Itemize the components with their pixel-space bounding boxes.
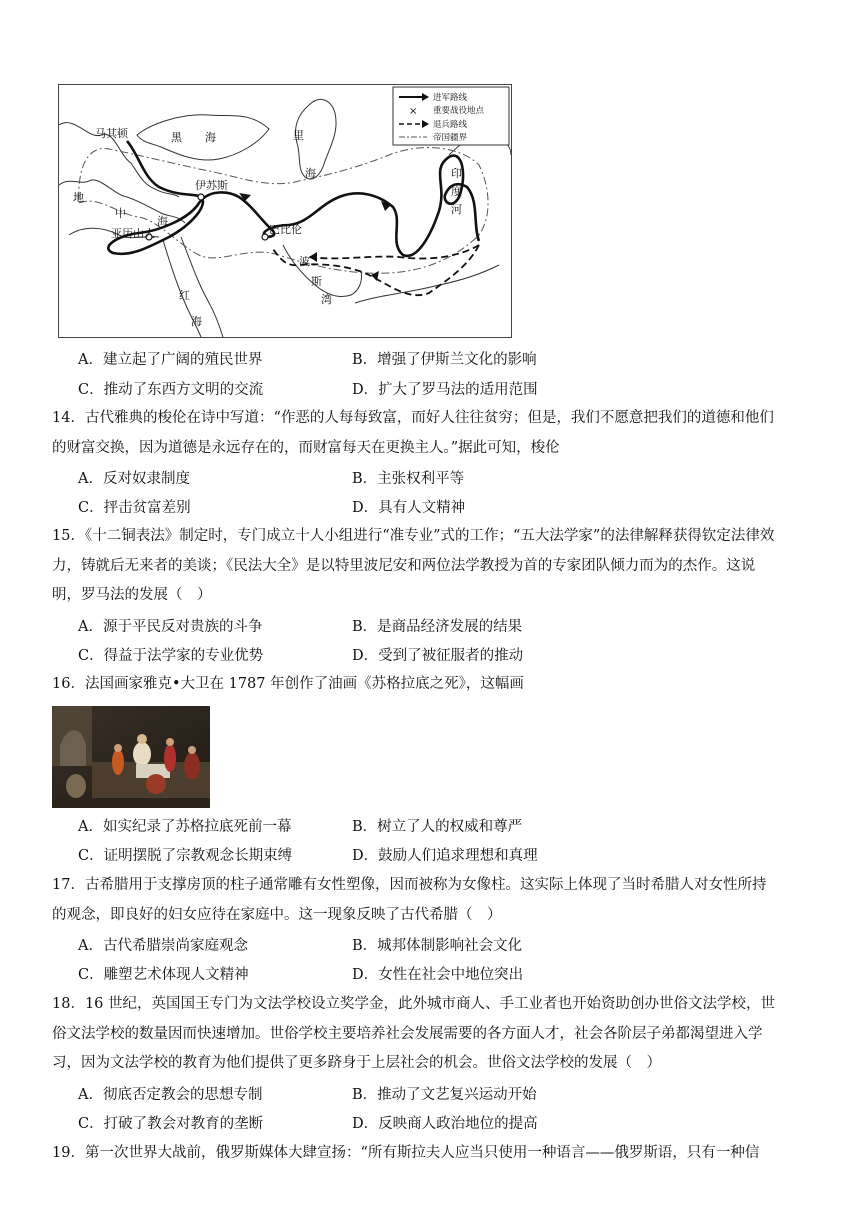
q15-stem-line: 力，铸就后无来者的美谈；《民法大全》是以特里波尼安和两位法学教授为首的专家团队倾力而为的杰作。这说 xyxy=(52,557,756,574)
q13-option-c[interactable]: C．推动了东西方文明的交流 xyxy=(78,382,264,398)
retreat-arrow xyxy=(309,252,317,262)
q18-stem-line: 习，因为文法学校的教育为他们提供了更多跻身于上层社会的机会。世俗文法学校的发展（ ） xyxy=(52,1055,661,1071)
legend-retreat: 退兵路线 xyxy=(433,120,468,130)
q17-options xyxy=(78,931,798,961)
q14-option-a[interactable]: A．反对奴隶制度 xyxy=(78,471,190,487)
q16-option-d[interactable]: D．鼓励人们追求理想和真理 xyxy=(352,848,538,864)
label-black-sea: 海 xyxy=(205,131,216,144)
q15-option-c[interactable]: C．得益于法学家的专业优势 xyxy=(78,648,264,664)
q17-options xyxy=(78,960,798,990)
q14-option-b[interactable]: B．主张权利平等 xyxy=(352,471,465,487)
q15-option-d[interactable]: D．受到了被征服者的推动 xyxy=(352,648,524,664)
q13-options xyxy=(78,345,798,375)
campaign-map xyxy=(58,84,512,338)
campaign-map-svg xyxy=(59,85,511,337)
q18-stem-line: 18．16 世纪，英国国王专门为文法学校设立奖学金，此外城市商人、手工业者也开始资助创办世俗文法学校，世 xyxy=(52,996,776,1012)
q18-option-d[interactable]: D．反映商人政治地位的提高 xyxy=(352,1116,538,1132)
q16-options xyxy=(78,841,798,871)
q15-options xyxy=(78,641,798,671)
label-red-sea: 红 xyxy=(179,289,190,302)
q17-option-b[interactable]: B．城邦体制影响社会文化 xyxy=(352,938,523,954)
death-of-socrates-painting xyxy=(52,706,210,808)
q14-option-c[interactable]: C．抨击贫富差别 xyxy=(78,500,191,516)
q15-option-b[interactable]: B．是商品经济发展的结果 xyxy=(352,619,523,635)
q15-stem-line: 15．《十二铜表法》制定时，专门成立十人小组进行“准专业”式的工作；“五大法学家”的法律解释获得钦定法律效 xyxy=(52,528,775,544)
label-alexandria: 亚历山大 xyxy=(111,227,155,240)
q17-stem-line: 17．古希腊用于支撑房顶的柱子通常雕有女性塑像，因而被称为女像柱。这实际上体现了当时希腊人对女性所持 xyxy=(52,877,767,893)
q18-stem xyxy=(52,990,812,1079)
q17-option-a[interactable]: A．古代希腊崇尚家庭观念 xyxy=(78,938,248,954)
q18-option-c[interactable]: C．打破了教会对教育的垄断 xyxy=(78,1116,264,1132)
label-babylon: 巴比伦 xyxy=(269,223,302,236)
legend-advance: 进军路线 xyxy=(433,93,468,103)
legend-battle-symbol: × xyxy=(409,106,418,117)
q17-option-c[interactable]: C．雕塑艺术体现人文精神 xyxy=(78,967,249,983)
q16-option-a[interactable]: A．如实纪录了苏格拉底死前一幕 xyxy=(78,819,292,835)
retreat-route xyxy=(273,245,479,295)
label-mediterranean: 海 xyxy=(157,215,168,228)
q14-stem-line: 的财富交换，因为道德是永远存在的，而财富每天在更换主人。”据此可知，梭伦 xyxy=(52,439,560,456)
q16-option-b[interactable]: B．树立了人的权威和尊严 xyxy=(352,819,523,835)
q15-stem xyxy=(52,522,812,611)
label-black-sea: 黑 xyxy=(171,131,182,144)
advance-route xyxy=(108,141,479,256)
q14-stem-line: 14．古代雅典的梭伦在诗中写道：“作恶的人每每致富，而好人往往贫穷；但是，我们不愿意把我们的道德和他们 xyxy=(52,410,774,426)
q14-option-d[interactable]: D．具有人文精神 xyxy=(352,500,466,516)
legend-border: 帝国疆界 xyxy=(433,133,468,143)
q18-option-a[interactable]: A．彻底否定教会的思想专制 xyxy=(78,1087,263,1103)
label-caspian: 海 xyxy=(305,167,316,180)
painting-svg xyxy=(52,706,210,808)
q16-option-c[interactable]: C．证明摆脱了宗教观念长期束缚 xyxy=(78,848,293,864)
q14-stem xyxy=(52,404,812,463)
q17-option-d[interactable]: D．女性在社会中地位突出 xyxy=(352,967,524,983)
q18-option-b[interactable]: B．推动了文艺复兴运动开始 xyxy=(352,1087,537,1103)
label-indus: 河 xyxy=(451,203,462,216)
q18-stem-line: 俗文法学校的数量因而快速增加。世俗学校主要培养社会发展需要的各方面人才，社会各阶层子弟都渴望进入学 xyxy=(52,1025,763,1042)
label-persian-gulf: 波 xyxy=(299,255,310,268)
map-legend xyxy=(393,87,509,145)
q14-options xyxy=(78,464,798,494)
q13-option-b[interactable]: B．增强了伊斯兰文化的影响 xyxy=(352,352,537,368)
label-indus: 度 xyxy=(451,185,462,198)
q19-stem-line: 19．第一次世界大战前，俄罗斯媒体大肆宣扬：“所有斯拉夫人应当只使用一种语言——俄罗斯语，只有一种信 xyxy=(52,1145,760,1161)
label-indus: 印 xyxy=(451,167,462,180)
empire-border xyxy=(79,148,488,274)
label-caspian: 里 xyxy=(293,129,304,142)
q13-option-a[interactable]: A．建立起了广阔的殖民世界 xyxy=(78,352,263,368)
q17-stem-line: 的观念，即良好的妇女应待在家庭中。这一现象反映了古代希腊（ ） xyxy=(52,906,502,923)
label-persian-gulf: 湾 xyxy=(321,293,332,306)
q16-stem-line: 16．法国画家雅克•大卫在 1787 年创作了油画《苏格拉底之死》，这幅画 xyxy=(52,676,524,692)
label-mediterranean: 地 xyxy=(73,191,84,204)
label-issus: 伊苏斯 xyxy=(195,179,228,192)
q13-option-d[interactable]: D．扩大了罗马法的适用范围 xyxy=(352,382,538,398)
q16-stem xyxy=(52,670,812,700)
q13-options xyxy=(78,375,798,405)
label-macedonia: 马其顿 xyxy=(95,127,128,140)
q18-options xyxy=(78,1109,798,1139)
babylon-marker xyxy=(262,234,268,240)
q15-option-a[interactable]: A．源于平民反对贵族的斗争 xyxy=(78,619,263,635)
label-mediterranean: 中 xyxy=(115,207,126,220)
legend-battle: 重要战役地点 xyxy=(433,106,485,116)
q15-stem-line: 明，罗马法的发展（ ） xyxy=(52,587,212,603)
label-red-sea: 海 xyxy=(191,315,202,328)
issus-marker xyxy=(198,194,204,200)
q19-stem xyxy=(52,1139,812,1169)
label-persian-gulf: 斯 xyxy=(311,275,322,288)
q18-options xyxy=(78,1080,798,1110)
q14-options xyxy=(78,493,798,523)
q16-options xyxy=(78,812,798,842)
q15-options xyxy=(78,612,798,642)
retreat-route-2 xyxy=(309,245,479,259)
q17-stem xyxy=(52,871,812,930)
